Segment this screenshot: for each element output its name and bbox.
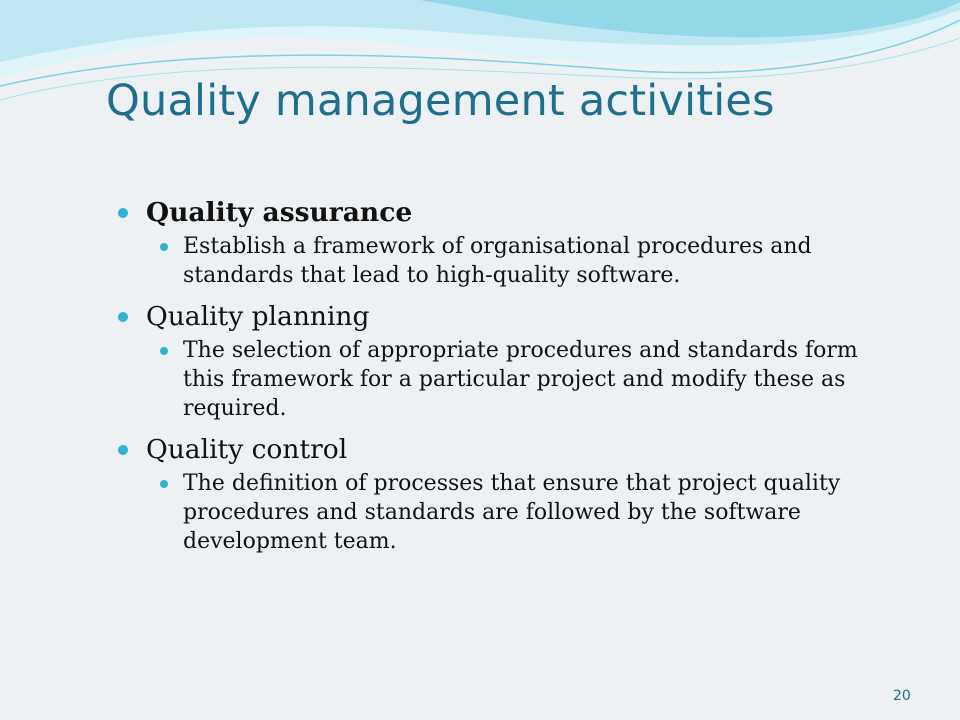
bullet-icon [118,208,128,218]
item-heading: Quality control [146,434,348,465]
bullet-icon [118,312,128,322]
item-detail: The selection of appropriate procedures and standards form this framework for a particular project and modify these as required. [183,338,858,421]
item-detail: Establish a framework of organisational procedures and standards that lead to high-quality software. [183,234,812,288]
item-heading: Quality assurance [146,197,413,228]
slide-title: Quality management activities [106,76,775,126]
sub-bullet-icon [160,243,168,251]
page-number: 20 [893,688,911,704]
sub-item [116,336,906,423]
bullet-icon [118,445,128,455]
item-heading: Quality planning [146,301,370,332]
bullet-list [116,194,906,556]
sub-bullet-icon [160,347,168,355]
list-item [116,298,906,423]
sub-item [116,469,906,556]
list-item [116,194,906,290]
list-item [116,431,906,556]
sub-bullet-icon [160,480,168,488]
sub-item [116,232,906,290]
item-detail: The definition of processes that ensure that project quality procedures and standards are followed by the software development team. [183,471,841,554]
